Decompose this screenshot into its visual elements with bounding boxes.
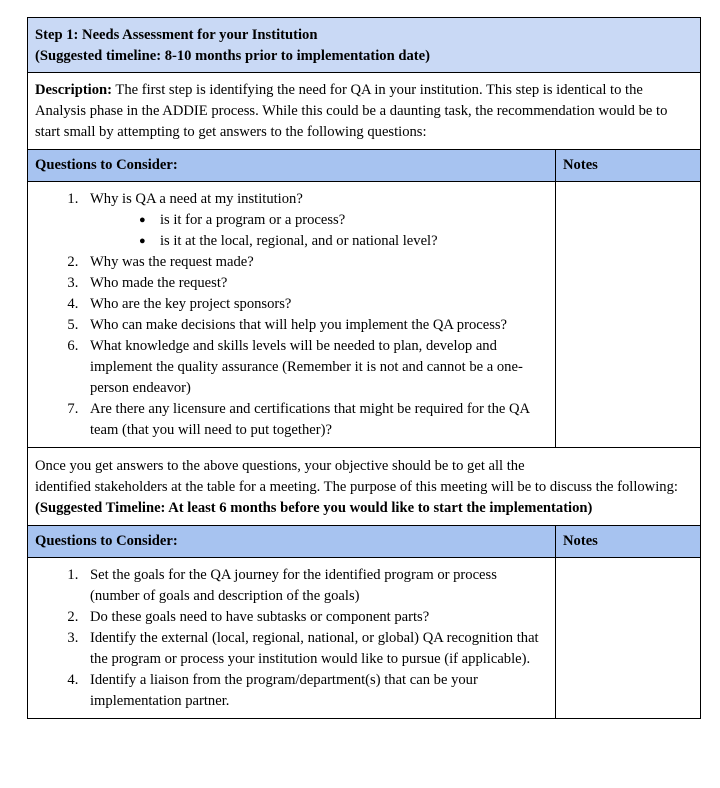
needs-assessment-table (27, 17, 701, 719)
list-item: 4. Who are the key project sponsors? (82, 294, 548, 315)
list-item: 3. Who made the request? (82, 273, 548, 294)
questions-list-cell-2 (28, 558, 556, 719)
list-item-text: Why is QA a need at my institution? (90, 191, 303, 207)
notes-cell-1 (556, 182, 701, 448)
meeting-text-line-2: identified stakeholders at the table for a meeting. The purpose of this meeting will be to discuss the following: (35, 479, 678, 495)
list-item: 5. Who can make decisions that will help you implement the QA process? (82, 315, 548, 336)
description-label: Description: (35, 82, 113, 98)
step-title: Step 1: Needs Assessment for your Institution (35, 27, 318, 43)
list-item: 2. Do these goals need to have subtasks or component parts? (82, 607, 548, 628)
meeting-text-line-1: Once you get answers to the above questions, your objective should be to get all the (35, 458, 525, 474)
step-timeline: (Suggested timeline: 8-10 months prior to implementation date) (35, 48, 430, 64)
questions-header-row-2 (28, 526, 701, 558)
questions-list-cell-1 (28, 182, 556, 448)
sub-list-item: ● is it for a program or a process? (139, 210, 548, 231)
notes-header-1: Notes (556, 150, 701, 182)
questions-list-1 (35, 189, 548, 441)
step-title-cell (28, 18, 701, 73)
list-item: 6. What knowledge and skills levels will be needed to plan, develop and implement the quality assurance (Remember it is not and cannot be a one-person endeavor) (82, 336, 548, 399)
questions-list-2 (35, 565, 548, 712)
meeting-timeline: (Suggested Timeline: At least 6 months before you would like to start the implementation) (35, 500, 593, 516)
description-text: The first step is identifying the need for QA in your institution. This step is identical to the Analysis phase in the ADDIE process. While this could be a daunting task, the recommendation would be to start small by attempting to get answers to the following questions: (35, 82, 668, 140)
meeting-row (28, 448, 701, 526)
list-item: 1. Set the goals for the QA journey for the identified program or process (number of goals and description of the goals) (82, 565, 548, 607)
notes-cell-2 (556, 558, 701, 719)
notes-header-2: Notes (556, 526, 701, 558)
questions-row-1 (28, 182, 701, 448)
list-item (82, 189, 548, 252)
step-title-row (28, 18, 701, 73)
sub-list-item: ● is it at the local, regional, and or national level? (139, 231, 548, 252)
questions-header-2: Questions to Consider: (28, 526, 556, 558)
list-item: 7. Are there any licensure and certifications that might be required for the QA team (that you will need to put together)? (82, 399, 548, 441)
questions-row-2 (28, 558, 701, 719)
list-item: 4. Identify a liaison from the program/department(s) that can be your implementation partner. (82, 670, 548, 712)
description-row (28, 73, 701, 150)
list-item: 3. Identify the external (local, regional, national, or global) QA recognition that the program or process your institution would like to pursue (if applicable). (82, 628, 548, 670)
questions-header-row-1 (28, 150, 701, 182)
description-cell (28, 73, 701, 150)
list-item: 2. Why was the request made? (82, 252, 548, 273)
questions-header-1: Questions to Consider: (28, 150, 556, 182)
sub-question-list (90, 210, 548, 252)
meeting-cell (28, 448, 701, 526)
